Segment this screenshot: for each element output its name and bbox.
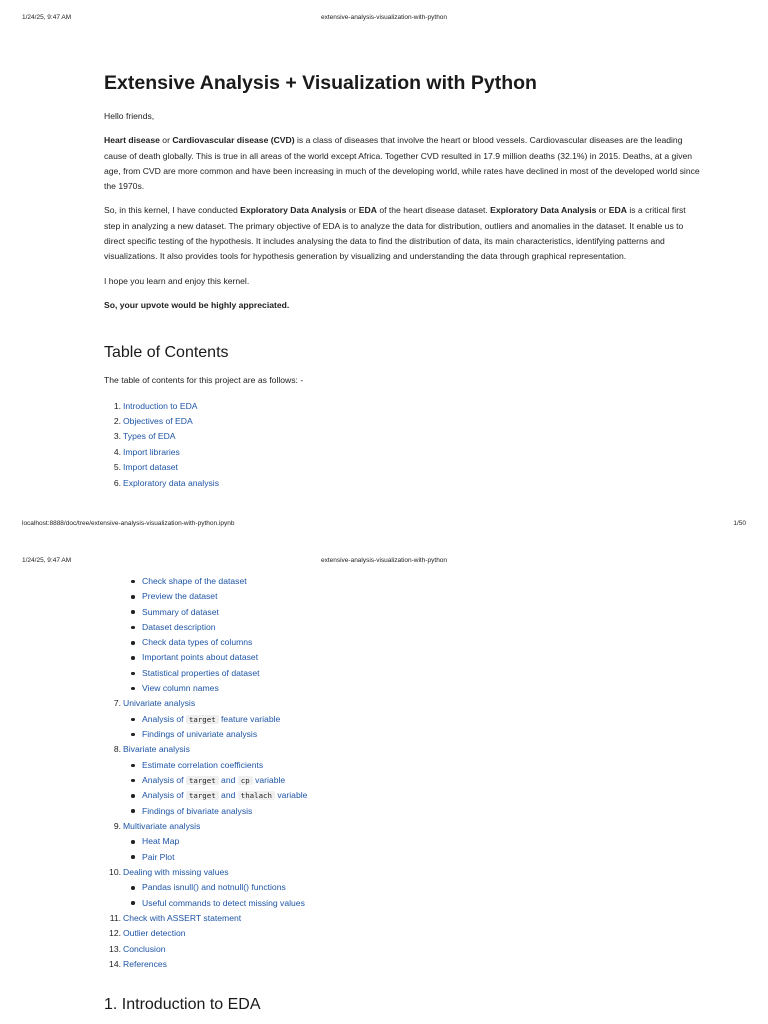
toc-link-univariate-findings[interactable]: Findings of univariate analysis	[142, 729, 258, 740]
toc-number: 4.	[113, 446, 121, 457]
page-number: 1/50	[733, 520, 746, 527]
toc-link-target-cp[interactable]	[142, 775, 285, 785]
toc-link-import-dataset[interactable]: Import dataset	[123, 462, 178, 473]
toc-number: 8.	[113, 744, 121, 755]
bold-eda-full: Exploratory Data Analysis	[240, 205, 347, 216]
bullet-icon	[131, 855, 135, 859]
toc-intro: The table of contents for this project are as follows: -	[104, 375, 304, 386]
toc-item	[104, 460, 704, 475]
toc-item	[104, 429, 704, 444]
bullet-icon	[131, 718, 135, 722]
toc-number: 13.	[109, 943, 121, 954]
code-cp: cp	[238, 776, 253, 785]
toc-subitem	[104, 650, 704, 665]
code-target: target	[186, 715, 219, 724]
toc-subitem	[104, 666, 704, 681]
code-target: target	[186, 791, 219, 800]
toc-item	[104, 926, 704, 941]
toc-subitem	[104, 589, 704, 604]
bullet-icon	[131, 779, 135, 783]
toc-sublist-10	[104, 880, 704, 911]
link-text: variable	[252, 775, 286, 786]
toc-sublist-8	[104, 758, 704, 819]
code-target: target	[186, 776, 219, 785]
bullet-icon	[131, 672, 135, 676]
toc-link-important-points[interactable]: Important points about dataset	[142, 652, 259, 663]
toc-sublist-7	[104, 712, 704, 743]
text: is a critical first step in analyzing a new dataset. The primary objective of EDA is to analyze the data for distribution, outliers and anomalies in the dataset. It enable us to direct specific testing of the hypothesis. It includes analysing the data to find the distribution of data, its main characteristics, identifying patterns and visualizations. It also provides tools for hypothesis generation by visualizing and understanding the data through graphical representation.	[104, 205, 686, 262]
page-footer	[0, 520, 768, 534]
bold-eda: EDA	[358, 205, 377, 216]
toc-subitem	[104, 727, 704, 742]
toc-item	[104, 399, 704, 414]
toc-link-introduction[interactable]: Introduction to EDA	[123, 400, 198, 411]
toc-link-preview[interactable]: Preview the dataset	[142, 591, 218, 602]
toc-link-target-thalach[interactable]	[142, 790, 307, 800]
toc-number: 1.	[113, 400, 121, 411]
bold-cvd: Cardiovascular disease (CVD)	[172, 135, 295, 146]
bullet-icon	[131, 626, 135, 630]
text: of the heart disease dataset.	[376, 205, 491, 216]
bullet-icon	[131, 687, 135, 691]
toc-item	[104, 819, 704, 834]
toc-link-multivariate[interactable]: Multivariate analysis	[123, 820, 201, 831]
toc-link-assert[interactable]: Check with ASSERT statement	[123, 912, 242, 923]
footer-url: localhost:8888/doc/tree/extensive-analysis-visualization-with-python.ipynb	[22, 520, 235, 527]
toc-item	[104, 414, 704, 429]
print-doc-title: extensive-analysis-visualization-with-python	[320, 14, 448, 21]
toc-link-data-types[interactable]: Check data types of columns	[142, 637, 253, 648]
toc-link-objectives[interactable]: Objectives of EDA	[123, 415, 193, 426]
link-text: Analysis of	[142, 790, 186, 801]
toc-subitem	[104, 681, 704, 696]
toc-link-missing-values[interactable]: Dealing with missing values	[123, 866, 229, 877]
toc-link-import-libraries[interactable]: Import libraries	[123, 446, 180, 457]
bullet-icon	[131, 794, 135, 798]
toc-item	[104, 696, 704, 711]
bullet-icon	[131, 610, 135, 614]
toc-subitem	[104, 788, 704, 803]
toc-list	[104, 399, 704, 491]
toc-subitem	[104, 712, 704, 727]
page-2-content	[104, 574, 704, 1016]
toc-link-isnull[interactable]: Pandas isnull() and notnull() functions	[142, 882, 286, 893]
toc-link-bivariate-findings[interactable]: Findings of bivariate analysis	[142, 805, 253, 816]
text: or	[159, 135, 173, 146]
link-text: variable	[274, 790, 308, 801]
bullet-icon	[131, 595, 135, 599]
toc-subitem	[104, 880, 704, 895]
bold-eda-full: Exploratory Data Analysis	[490, 205, 597, 216]
toc-number: 6.	[113, 477, 121, 488]
link-text: feature variable	[218, 713, 281, 724]
print-timestamp: 1/24/25, 9:47 AM	[22, 14, 72, 21]
toc-link-references[interactable]: References	[123, 959, 167, 970]
link-text: Analysis of	[142, 775, 186, 786]
bullet-icon	[131, 840, 135, 844]
toc-link-conclusion[interactable]: Conclusion	[123, 943, 166, 954]
toc-subitem	[104, 773, 704, 788]
toc-link-univariate[interactable]: Univariate analysis	[123, 698, 196, 709]
bullet-icon	[131, 656, 135, 660]
toc-number: 9.	[113, 820, 121, 831]
toc-link-correlation[interactable]: Estimate correlation coefficients	[142, 759, 264, 770]
toc-number: 3.	[113, 431, 121, 442]
toc-link-check-shape[interactable]: Check shape of the dataset	[142, 576, 247, 586]
bullet-icon	[131, 733, 135, 737]
toc-link-statistical-properties[interactable]: Statistical properties of dataset	[142, 667, 260, 678]
toc-number: 14.	[109, 959, 121, 970]
toc-subitem	[104, 834, 704, 849]
page-header	[0, 557, 768, 571]
link-text: and	[218, 775, 238, 786]
hope-paragraph: I hope you learn and enjoy this kernel.	[104, 275, 250, 286]
print-doc-title: extensive-analysis-visualization-with-python	[320, 557, 448, 564]
toc-item	[104, 911, 704, 926]
toc-number: 7.	[113, 698, 121, 709]
text: or	[596, 205, 609, 216]
toc-link-eda[interactable]: Exploratory data analysis	[123, 477, 220, 488]
toc-item	[104, 957, 704, 972]
toc-link-analysis-target[interactable]	[142, 714, 280, 724]
toc-number: 2.	[113, 415, 121, 426]
toc-item	[104, 865, 704, 880]
text: So, in this kernel, I have conducted	[104, 205, 241, 216]
toc-sublist-9	[104, 834, 704, 865]
toc-link-heat-map[interactable]: Heat Map	[142, 836, 180, 847]
bullet-icon	[131, 580, 135, 584]
link-text: Analysis of	[142, 713, 186, 724]
toc-subitem	[104, 605, 704, 620]
toc-number: 12.	[109, 928, 121, 939]
intro-paragraph	[104, 133, 704, 194]
toc-link-summary[interactable]: Summary of dataset	[142, 606, 219, 617]
toc-number: 11.	[109, 912, 121, 923]
toc-subitem	[104, 804, 704, 819]
text: is a class of diseases that involve the heart or blood vessels. Cardiovascular diseases are the leading cause of death globally. This is true in all areas of the world except Africa. Together CVD resulted in 17.9 million deaths (32.1%) in 2015. Deaths, at a given age, from CVD are more common and have been increasing in much of the developing world, while rates have declined in most of the developed world since the 1970s.	[104, 135, 700, 192]
bullet-icon	[131, 641, 135, 645]
toc-link-bivariate[interactable]: Bivariate analysis	[123, 744, 190, 755]
toc-link-useful-commands[interactable]: Useful commands to detect missing values	[142, 897, 305, 908]
toc-number: 5.	[113, 462, 121, 473]
toc-subitem	[104, 635, 704, 650]
bullet-icon	[131, 886, 135, 890]
toc-subitem	[104, 850, 704, 865]
toc-link-pair-plot[interactable]: Pair Plot	[142, 851, 175, 862]
toc-heading: Table of Contents	[104, 344, 229, 362]
bullet-icon	[131, 764, 135, 768]
toc-link-description[interactable]: Dataset description	[142, 621, 216, 632]
upvote-paragraph	[104, 298, 704, 313]
greeting: Hello friends,	[104, 111, 155, 121]
toc-link-outlier[interactable]: Outlier detection	[123, 928, 186, 939]
link-text: and	[218, 790, 238, 801]
toc-number: 10.	[109, 866, 121, 877]
toc-item	[104, 445, 704, 460]
bullet-icon	[131, 901, 135, 905]
toc-link-column-names[interactable]: View column names	[142, 683, 219, 694]
section-heading-introduction: 1. Introduction to EDA	[104, 995, 261, 1013]
print-timestamp: 1/24/25, 9:47 AM	[22, 557, 72, 564]
page-header	[0, 14, 768, 28]
toc-subitem	[104, 620, 704, 635]
toc-subitem	[104, 758, 704, 773]
toc-subitem	[104, 574, 704, 589]
code-thalach: thalach	[238, 791, 275, 800]
text: or	[346, 205, 359, 216]
toc-item	[104, 942, 704, 957]
page-1-content	[104, 68, 704, 491]
bullet-icon	[131, 809, 135, 813]
kernel-paragraph	[104, 203, 704, 264]
toc-item	[104, 742, 704, 757]
page-title: Extensive Analysis + Visualization with Python	[104, 72, 537, 94]
toc-subitem	[104, 896, 704, 911]
toc-sublist-6	[104, 574, 704, 696]
toc-link-types[interactable]: Types of EDA	[123, 431, 176, 442]
toc-item	[104, 476, 704, 491]
bold-heart-disease: Heart disease	[104, 135, 160, 146]
upvote-text: So, your upvote would be highly appreciated.	[104, 299, 290, 310]
bold-eda: EDA	[608, 205, 627, 216]
